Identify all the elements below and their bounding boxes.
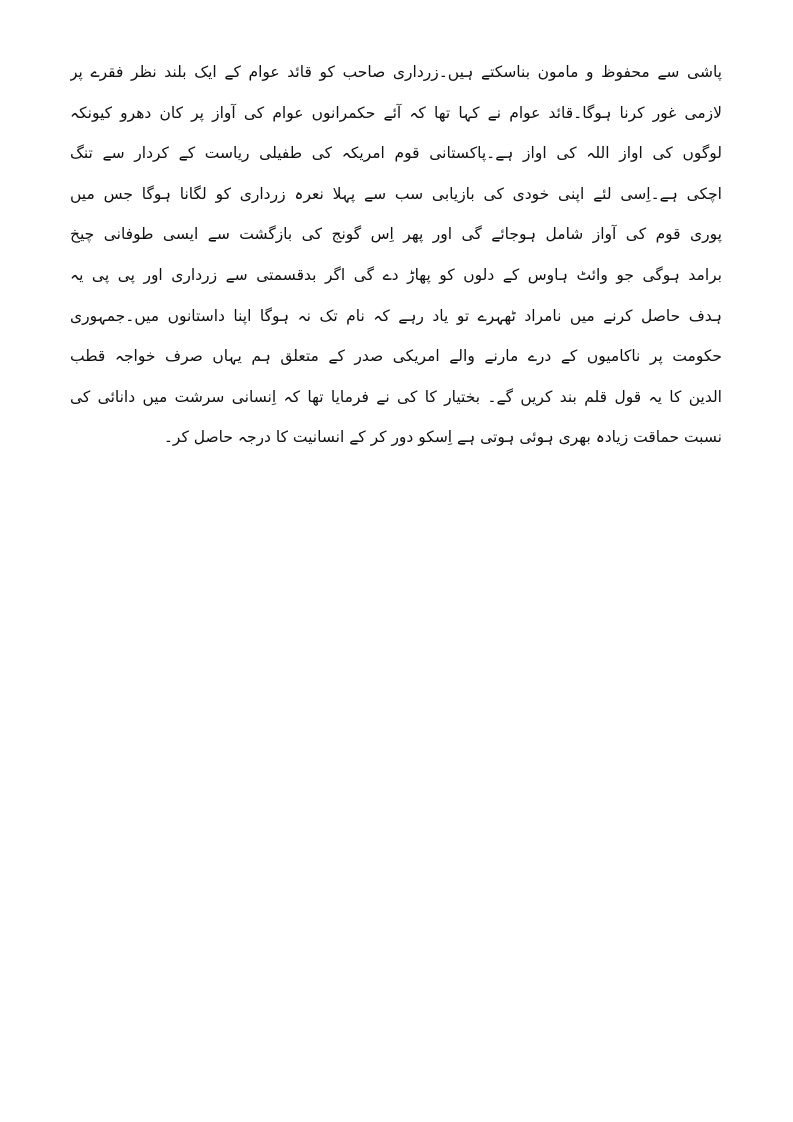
text-line: الدین کا یہ قول قلم بند کریں گے۔ بختیار کا کی نے فرمایا تھا کہ اِنسانی سرشت میں دانائی کی xyxy=(70,387,722,406)
text-line: ہدف حاصل کرنے میں نامراد ٹھہرے تو یاد رہے کہ نام تک نہ ہوگا اپنا داستانوں میں۔جمہوری xyxy=(70,306,722,325)
text-line: لازمی غور کرنا ہوگا۔قائد عوام نے کہا تھا کہ آئے حکمرانوں عوام کی آواز پر کان دھرو کیونکہ xyxy=(70,103,722,122)
text-line: نسبت حماقت زیادہ بھری ہوئی ہوتی ہے اِسکو دور کر کے انسانیت کا درجہ حاصل کر۔ xyxy=(163,428,722,447)
text-line: پاشی سے محفوظ و مامون بناسکتے ہیں۔زرداری صاحب کو قائد عوام کے ایک بلند نظر فقرے پر xyxy=(70,63,722,81)
text-line: حکومت پر ناکامیوں کے درے مارنے والے امریکی صدر کے متعلق ہم یہاں صرف خواجہ قطب xyxy=(70,347,722,366)
text-line: اچکی ہے۔اِسی لئے اپنی خودی کی بازیابی سب سے پہلا نعرہ زرداری کو لگانا ہوگا جس میں xyxy=(70,184,722,203)
text-line: برامد ہوگی جو وائٹ ہاوس کے دلوں کو پھاڑ دے گی اگر بدقسمتی سے زرداری اور پی پی یہ xyxy=(70,265,722,284)
text-line: لوگوں کی اواز اللہ کی اواز ہے۔پاکستانی قوم امریکہ کی طفیلی ریاست کے کردار سے تنگ xyxy=(70,144,722,163)
body-paragraph xyxy=(70,52,722,458)
text-line: پوری قوم کی آواز شامل ہوجائے گی اور پھر اِس گونج کی بازگشت سے ایسی طوفانی چیخ xyxy=(70,225,722,244)
